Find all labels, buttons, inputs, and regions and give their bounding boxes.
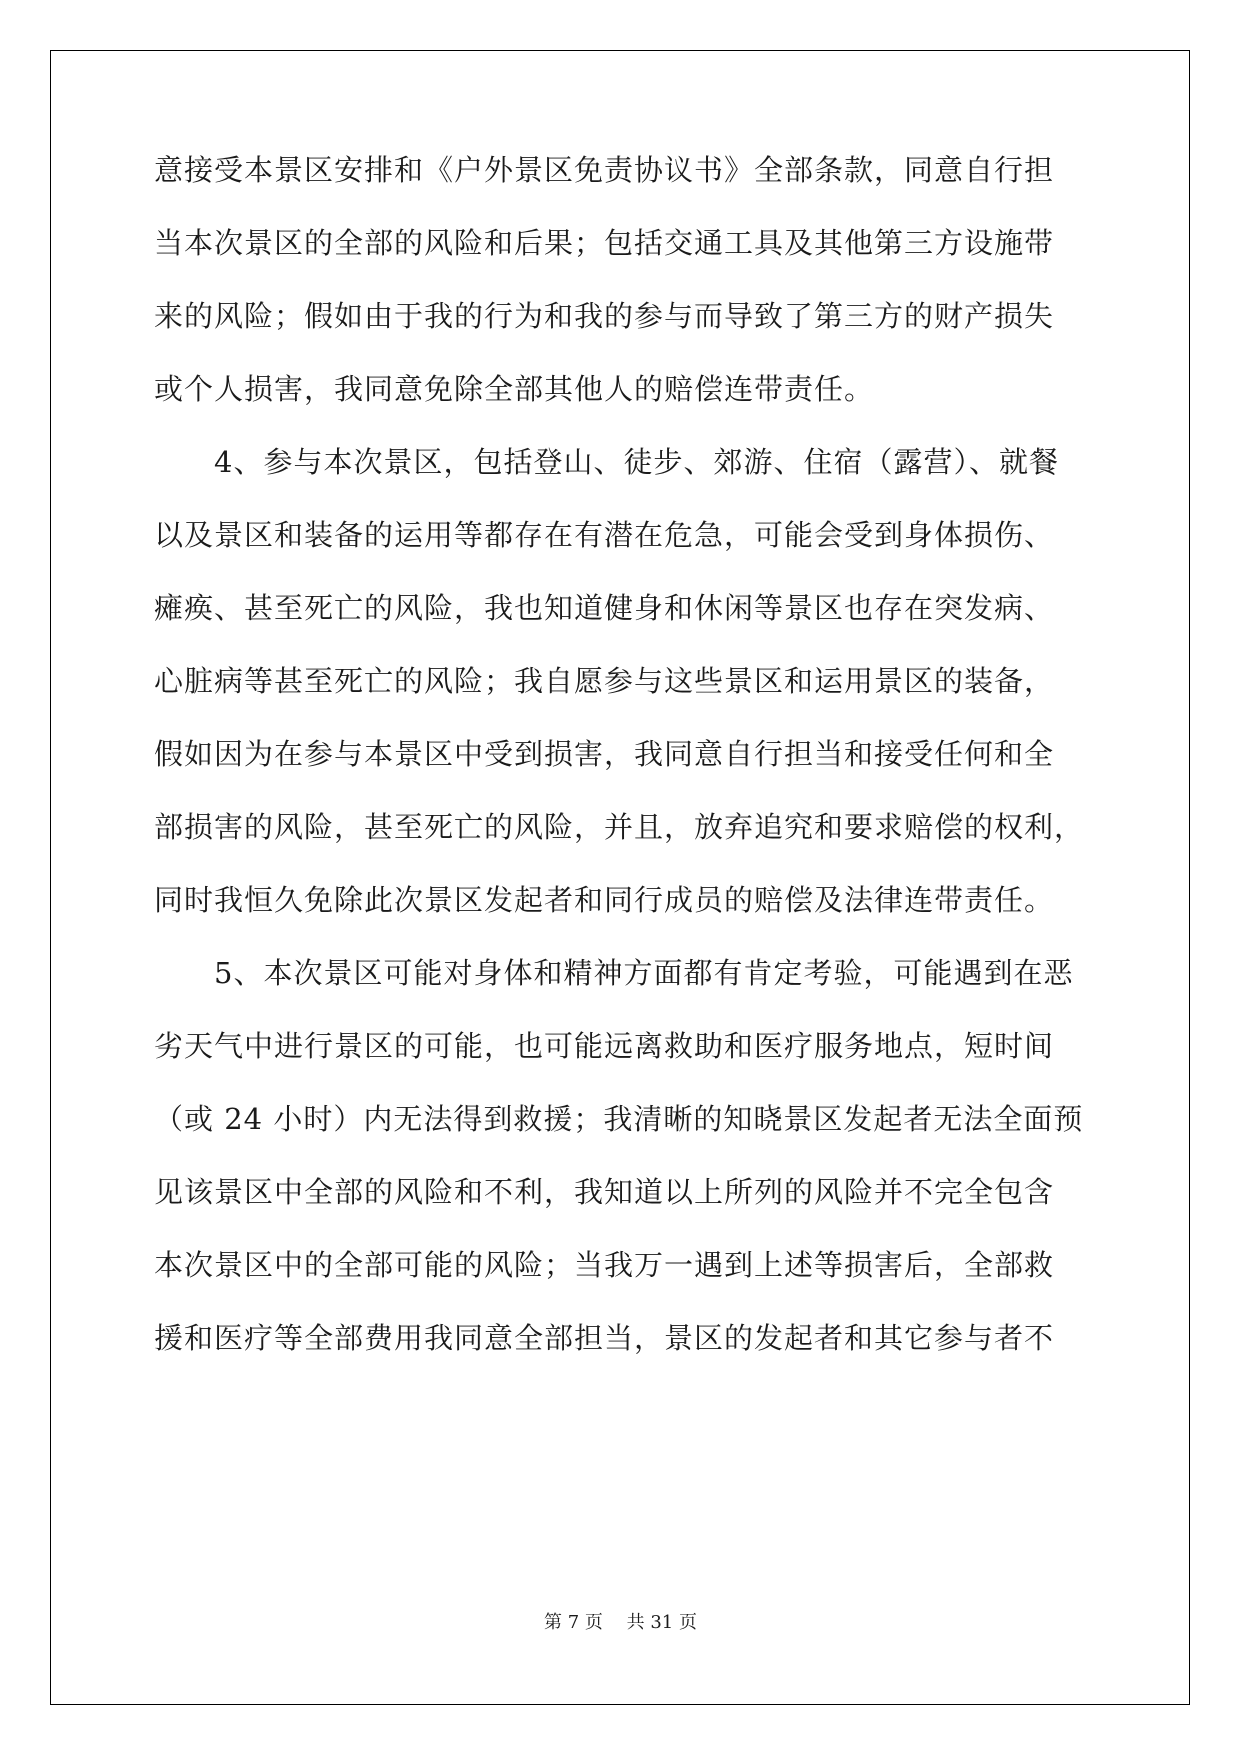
paragraph-line: 部损害的风险，甚至死亡的风险，并且，放弃追究和要求赔偿的权利， <box>154 810 1085 844</box>
paragraph-line: 以及景区和装备的运用等都存在有潜在危急，可能会受到身体损伤、 <box>154 518 1055 552</box>
paragraph-line: 意接受本景区安排和《户外景区免责协议书》全部条款，同意自行担 <box>154 153 1055 187</box>
paragraph-line: 4、参与本次景区，包括登山、徒步、郊游、住宿（露营）、就餐 <box>154 445 1059 479</box>
paragraph-line: 来的风险；假如由于我的行为和我的参与而导致了第三方的财产损失 <box>154 299 1055 333</box>
paragraph-line: 或个人损害，我同意免除全部其他人的赔偿连带责任。 <box>154 372 875 406</box>
paragraph-line: 援和医疗等全部费用我同意全部担当，景区的发起者和其它参与者不 <box>154 1321 1055 1355</box>
paragraph-line: 同时我恒久免除此次景区发起者和同行成员的赔偿及法律连带责任。 <box>154 883 1055 917</box>
paragraph-line: 心脏病等甚至死亡的风险；我自愿参与这些景区和运用景区的装备， <box>154 664 1055 698</box>
paragraph-line: 5、本次景区可能对身体和精神方面都有肯定考验，可能遇到在恶 <box>154 956 1074 990</box>
paragraph-line: 本次景区中的全部可能的风险；当我万一遇到上述等损害后，全部救 <box>154 1248 1055 1282</box>
page-number-footer: 第 7 页 共 31 页 <box>544 1612 697 1633</box>
paragraph-line: 当本次景区的全部的风险和后果；包括交通工具及其他第三方设施带 <box>154 226 1055 260</box>
paragraph-line: 劣天气中进行景区的可能，也可能远离救助和医疗服务地点，短时间 <box>154 1029 1055 1063</box>
paragraph-line: （或 24 小时）内无法得到救援；我清晰的知晓景区发起者无法全面预 <box>154 1102 1084 1136</box>
paragraph-line: 瘫痪、甚至死亡的风险，我也知道健身和休闲等景区也存在突发病、 <box>154 591 1055 625</box>
paragraph-line: 假如因为在参与本景区中受到损害，我同意自行担当和接受任何和全 <box>154 737 1055 771</box>
paragraph-line: 见该景区中全部的风险和不利，我知道以上所列的风险并不完全包含 <box>154 1175 1055 1209</box>
